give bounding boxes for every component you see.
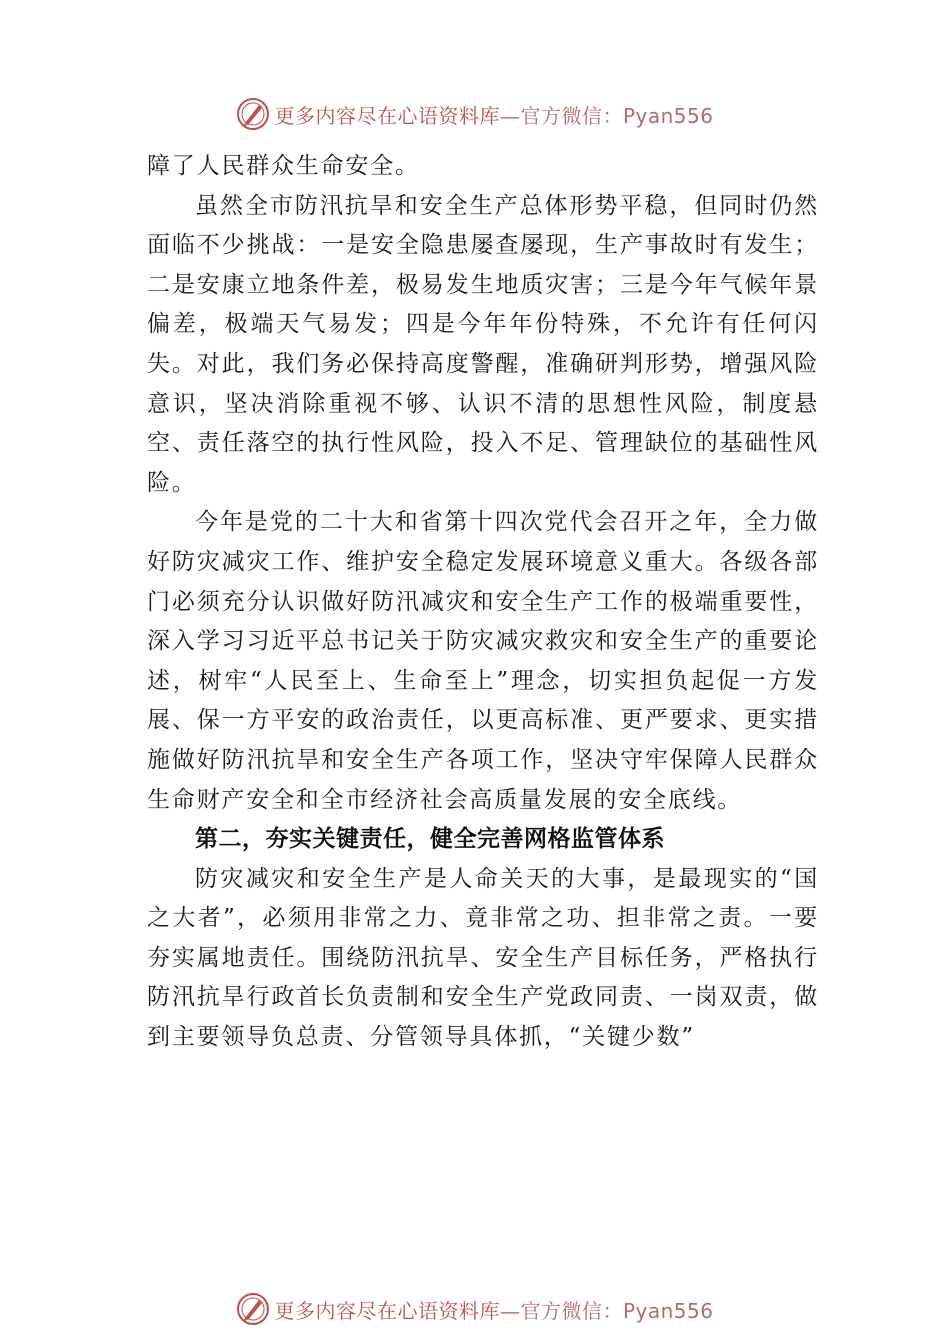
paragraph-challenges: 虽然全市防汛抗旱和安全生产总体形势平稳，但同时仍然面临不少挑战：一是安全隐患屡查屡现，生产事故时有发生；二是安康立地条件差，极易发生地质灾害；三是今年气候年景偏差，极端天气易发；四是今年年份特殊，不允许有任何闪失。对此，我们务必保持高度警醒，准确研判形势，增强风险意识，坚决消除重视不够、认识不清的思想性风险，制度悬空、责任落空的执行性风险，投入不足、管理缺位的基础性风险。 <box>147 192 819 496</box>
paragraph-continuation: 障了人民群众生命安全。 <box>147 153 420 179</box>
paragraph-significance: 今年是党的二十大和省第十四次党代会召开之年，全力做好防灾减灾工作、维护安全稳定发展环境意义重大。各级各部门必须充分认识做好防汛减灾和安全生产工作的极端重要性，深入学习习近平总书记关于防灾减灾救灾和安全生产的重要论述，树牢“人民至上、生命至上”理念，切实担负起促一方发展、保一方平安的政治责任，以更高标准、更严要求、更实措施做好防汛抗旱和安全生产各项工作，坚决守牢保障人民群众生命财产安全和全市经济社会高质量发展的安全底线。 <box>147 509 819 813</box>
paragraph-responsibility: 防灾减灾和安全生产是人命关天的大事，是最现实的“国之大者”，必须用非常之力、竟非常之功、担非常之责。一要夯实属地责任。围绕防汛抗旱、安全生产目标任务，严格执行防汛抗旱行政首长负责制和安全生产党政同责、一岗双责，做到主要领导负总责、分管领导具体抓，“关键少数” <box>147 865 819 1051</box>
watermark-text: 更多内容尽在心语资料库—官方微信：Pyan556 <box>274 1298 714 1323</box>
section-heading: 第二，夯实关键责任，健全完善网格监管体系 <box>195 826 665 853</box>
quill-logo-icon <box>236 1292 270 1326</box>
watermark-text: 更多内容尽在心语资料库—官方微信：Pyan556 <box>274 103 714 128</box>
footer-watermark <box>0 1289 950 1329</box>
header-watermark <box>0 94 950 134</box>
document-body <box>147 147 819 1058</box>
quill-logo-icon <box>236 97 270 131</box>
